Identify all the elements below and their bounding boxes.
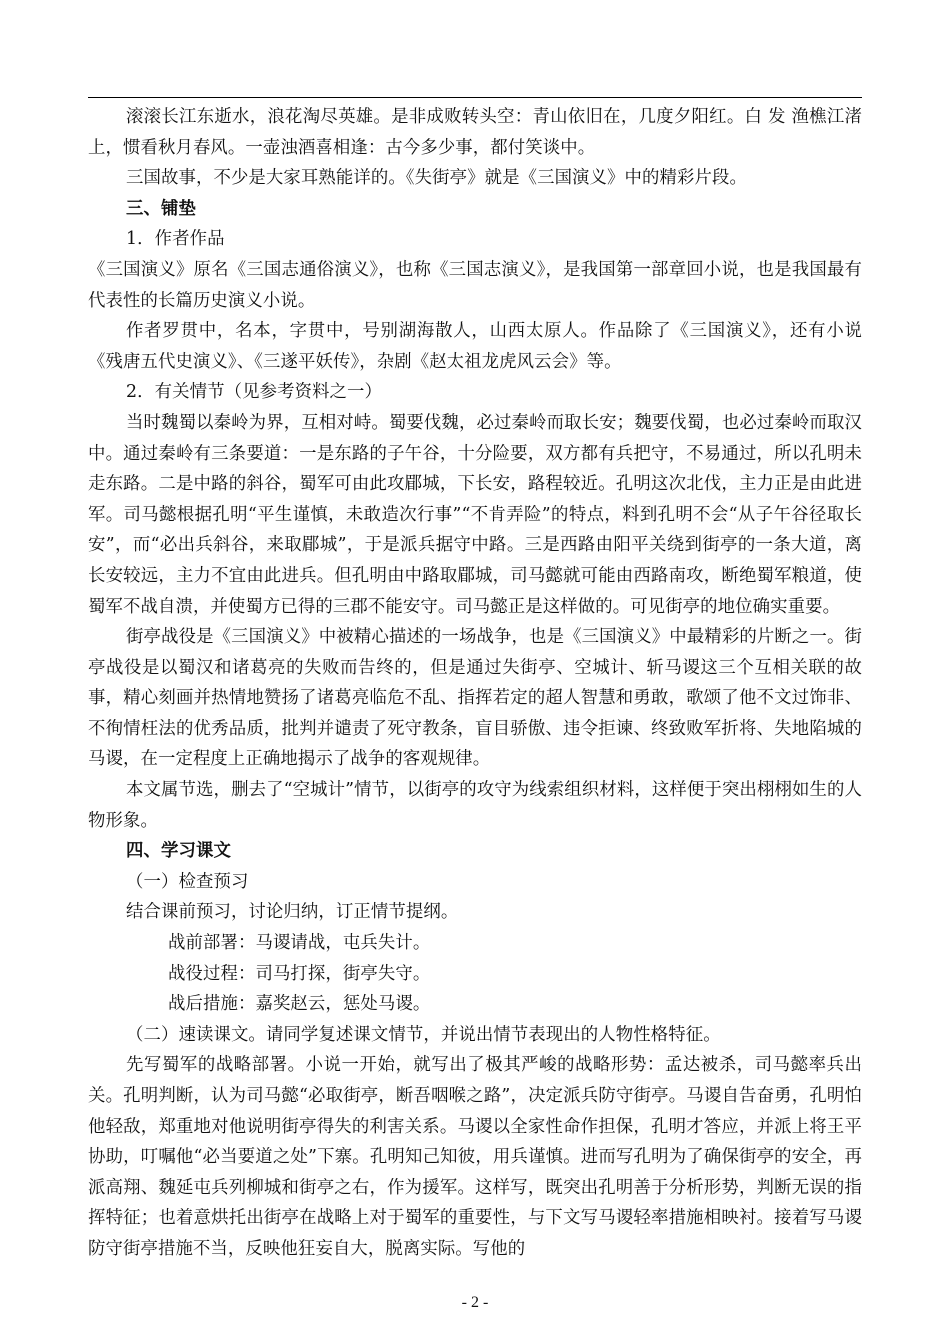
paragraph-analysis: 先写蜀军的战略部署。小说一开始，就写出了极其严峻的战略形势：孟达被杀，司马懿率兵出关。孔明判断，认为司马懿“必取街亭，断吾咽喉之路”，决定派兵防守街亭。马谡自告奋勇，孔明怕他轻敌，郑重地对他说明街亭得失的利害关系。马谡以全家性命作担保，孔明才答应，并派上将王平协助，叮嘱他“必当要道之处”下寨。孔明知己知彼，用兵谨慎。进而写孔明为了确保街亭的安全，再派高翔、魏延屯兵列柳城和街亭之右，作为援军。这样写，既突出孔明善于分析形势，判断无误的指挥特征；也着意烘托出街亭在战略上对于蜀军的重要性，与下文写马谡轻率措施相映衬。接着写马谡防守街亭措施不当，反映他狂妄自大，脱离实际。写他的 (88, 1055, 862, 1259)
subheading-preview: （一）检查预习 (126, 871, 249, 892)
paragraph-book-intro: 《三国演义》原名《三国志通俗演义》，也称《三国志演义》，是我国第一部章回小说，也是我国最有代表性的长篇历史演义小说。 (88, 259, 862, 311)
intro-paragraph: 三国故事，不少是大家耳熟能详的。《失街亭》就是《三国演义》中的精彩片段。 (126, 168, 747, 189)
section-heading-3: 三、铺垫 (126, 198, 196, 219)
paragraph-excerpt-note: 本文属节选，删去了“空城计”情节，以街亭的攻守为线索组织材料，这样便于突出栩栩如生的人物形象。 (88, 780, 862, 831)
paragraph-battle: 街亭战役是《三国演义》中被精心描述的一场战争，也是《三国演义》中最精彩的片断之一。街亭战役是以蜀汉和诸葛亮的失败而告终的，但是通过失街亭、空城计、斩马谡这三个互相关联的故事，精心刻画并热情地赞扬了诸葛亮临危不乱、指挥若定的超人智慧和勇敢，歌颂了他不文过饰非、不徇情枉法的优秀品质，批判并谴责了死守教条，盲目骄傲、违令拒谏、终致败军折将、失地陷城的马谡，在一定程度上正确地揭示了战争的客观规律。 (88, 627, 862, 770)
paragraph-preview-task: 结合课前预习，讨论归纳，订正情节提纲。 (126, 902, 459, 923)
subheading-plot: 2．有关情节（见参考资料之一） (126, 382, 383, 403)
paragraph-geography: 当时魏蜀以秦岭为界，互相对峙。蜀要伐魏，必过秦岭而取长安；魏要伐蜀，也必过秦岭而取汉中。通过秦岭有三条要道：一是东路的子午谷，十分险要，双方都有兵把守，不易通过，所以孔明未走东路。二是中路的斜谷，蜀军可由此攻郿城，下长安，路程较近。孔明这次北伐，主力正是由此进军。司马懿根据孔明“平生谨慎，未敢造次行事”“不肯弄险”的特点，料到孔明不会“从子午谷径取长安”，而“必出兵斜谷，来取郿城”，于是派兵据守中路。三是西路由阳平关绕到街亭的一条大道，离长安较远，主力不宜由此进兵。但孔明由中路取郿城，司马懿就可能由西路南攻，断绝蜀军粮道，使蜀军不战自溃，并使蜀方已得的三郡不能安守。司马懿正是这样做的。可见街亭的地位确实重要。 (88, 412, 862, 617)
outline-item-during: 战役过程：司马打探，街亭失守。 (168, 963, 431, 984)
section-heading-4: 四、学习课文 (126, 841, 231, 862)
subheading-author-works: 1．作者作品 (126, 229, 225, 250)
outline-item-before: 战前部署：马谡请战，屯兵失计。 (168, 933, 431, 954)
paragraph-author: 作者罗贯中，名本，字贯中，号别湖海散人，山西太原人。作品除了《三国演义》，还有小说《残唐五代史演义》、《三遂平妖传》，杂剧《赵太祖龙虎风云会》等。 (88, 321, 862, 372)
header-rule (88, 97, 862, 98)
poem-paragraph: 滚滚长江东逝水，浪花淘尽英雄。是非成败转头空：青山依旧在，几度夕阳红。白 发 渔樵江渚上，惯看秋月春风。一壶浊酒喜相逢：古今多少事，都付笑谈中。 (88, 107, 862, 158)
page-number: - 2 - (461, 1294, 489, 1311)
subheading-speed-reading: （二）速读课文。请同学复述课文情节，并说出情节表现出的人物性格特征。 (126, 1024, 721, 1045)
outline-item-after: 战后措施：嘉奖赵云，惩处马谡。 (168, 994, 431, 1015)
document-body (88, 102, 862, 1265)
